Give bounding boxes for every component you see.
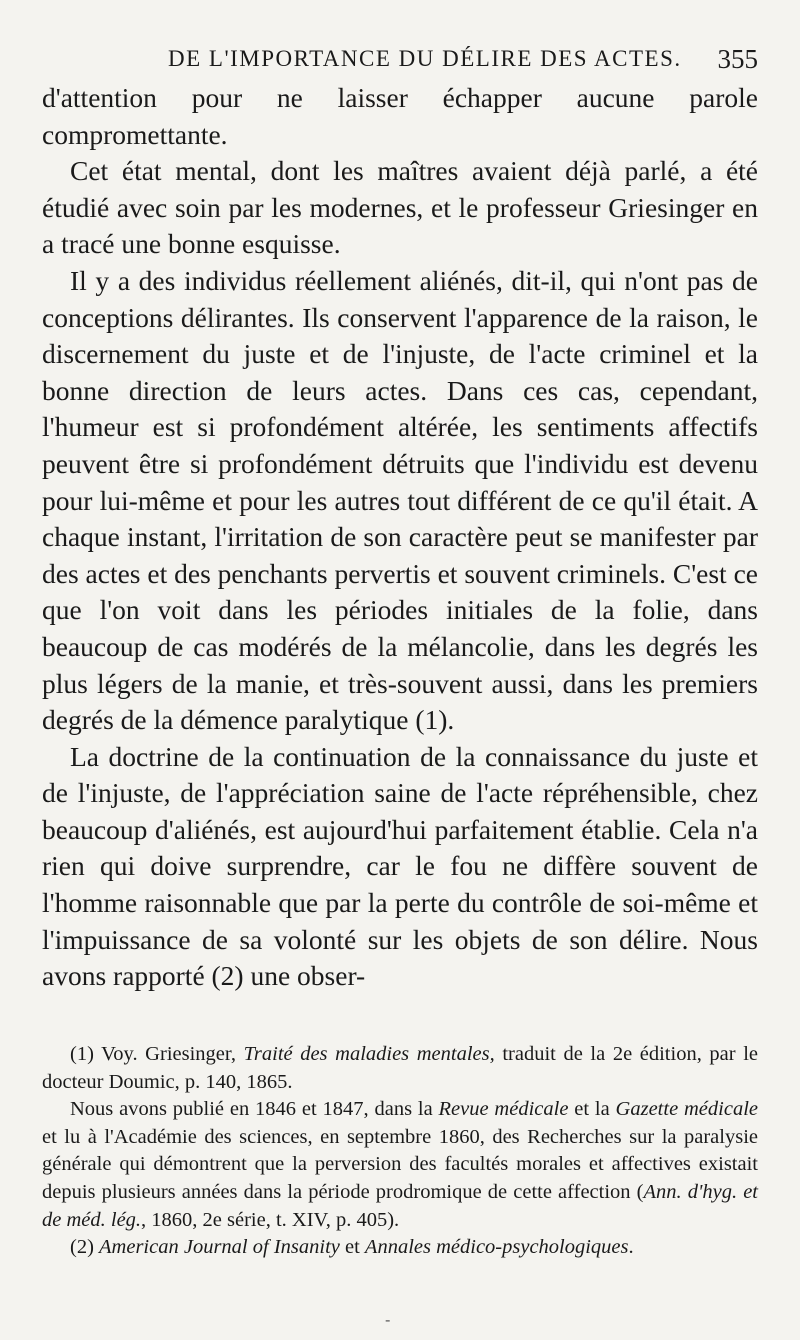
paragraph: Cet état mental, dont les maîtres avaient déjà parlé, a été étudié avec soin par les modernes, et le professeur Griesinger en a tracé une bonne esquisse.	[42, 155, 758, 260]
footnote-text: Nous avons publié en 1846 et 1847, dans la	[70, 1098, 439, 1121]
cited-journal: Revue médicale	[438, 1098, 569, 1121]
page-number: 355	[717, 44, 758, 74]
cited-journal: Annales médico-psychologiques	[364, 1236, 629, 1259]
cited-title: Traité des maladies mentales,	[243, 1043, 495, 1065]
running-head: DE L'IMPORTANCE DU DÉLIRE DES ACTES.	[168, 46, 682, 71]
footnote-text: et lu à l'Académie des sciences, en septembre 1860, des Recherches sur la paralysie générale qui démontrent que la perversion des facultés morales et affectives existait depuis plusieurs années dans la période prodromique de cette affection (	[42, 1125, 758, 1203]
footnote-text: .	[628, 1236, 634, 1259]
bottom-mark: -	[385, 1310, 391, 1329]
footnote-text: traduit de la 2e édition, par le docteur Doumic, p. 140, 1865.	[42, 1043, 758, 1093]
cited-journal: Ann. d'hyg. et de méd. lég.	[42, 1180, 758, 1231]
cited-journal: American Journal of Insanity	[99, 1236, 340, 1259]
paragraph-continuation: d'attention pour ne laisser échapper aucune parole compromettante.	[42, 82, 758, 150]
footnote-marker: (1) Voy. Griesinger,	[70, 1043, 244, 1065]
footnote-1-continuation	[42, 1096, 758, 1234]
paragraph: La doctrine de la continuation de la connaissance du juste et de l'injuste, de l'appréciation saine de l'acte répréhensible, chez beaucoup d'aliénés, est aujourd'hui parfaitement établie. Cela n'a rien qui doive surprendre, car le fou ne diffère souvent de l'homme raisonnable que par la perte du contrôle de soi-même et l'impuissance de sa volonté sur les objets de son délire. Nous avons rapporté (2) une obser-	[42, 740, 758, 992]
paragraph: Il y a des individus réellement aliénés, dit-il, qui n'ont pas de conceptions délirantes. Ils conservent l'apparence de la raison, le discernement du juste et de l'injuste, de l'acte criminel et la bonne direction de leurs actes. Dans ces cas, cependant, l'humeur est si profondément altérée, les sentiments affectifs peuvent être si profondément détruits que l'individu est devenu pour lui-même et pour les autres tout différent de ce qu'il était. A chaque instant, l'irritation de son caractère peut se manifester par des actes et des penchants pervertis et souvent criminels. C'est ce que l'on voit dans les périodes initiales de la folie, dans beaucoup de cas modérés de la mélancolie, dans les degrés les plus légers de la manie, et très-souvent aussi, dans les premiers degrés de la démence paralytique (1).	[42, 264, 758, 736]
footnote-text: , 1860, 2e série, t. XIV, p. 405).	[141, 1208, 400, 1231]
page-header	[42, 44, 758, 80]
footnote-2	[42, 1234, 758, 1262]
body-text	[42, 80, 758, 995]
cited-journal: Gazette médicale	[615, 1098, 758, 1121]
footnotes	[42, 1041, 758, 1262]
footnote-text: et la	[568, 1098, 616, 1121]
footnote-1	[42, 1041, 758, 1096]
footnote-marker: (2)	[70, 1236, 100, 1259]
footnote-text: et	[339, 1236, 365, 1259]
